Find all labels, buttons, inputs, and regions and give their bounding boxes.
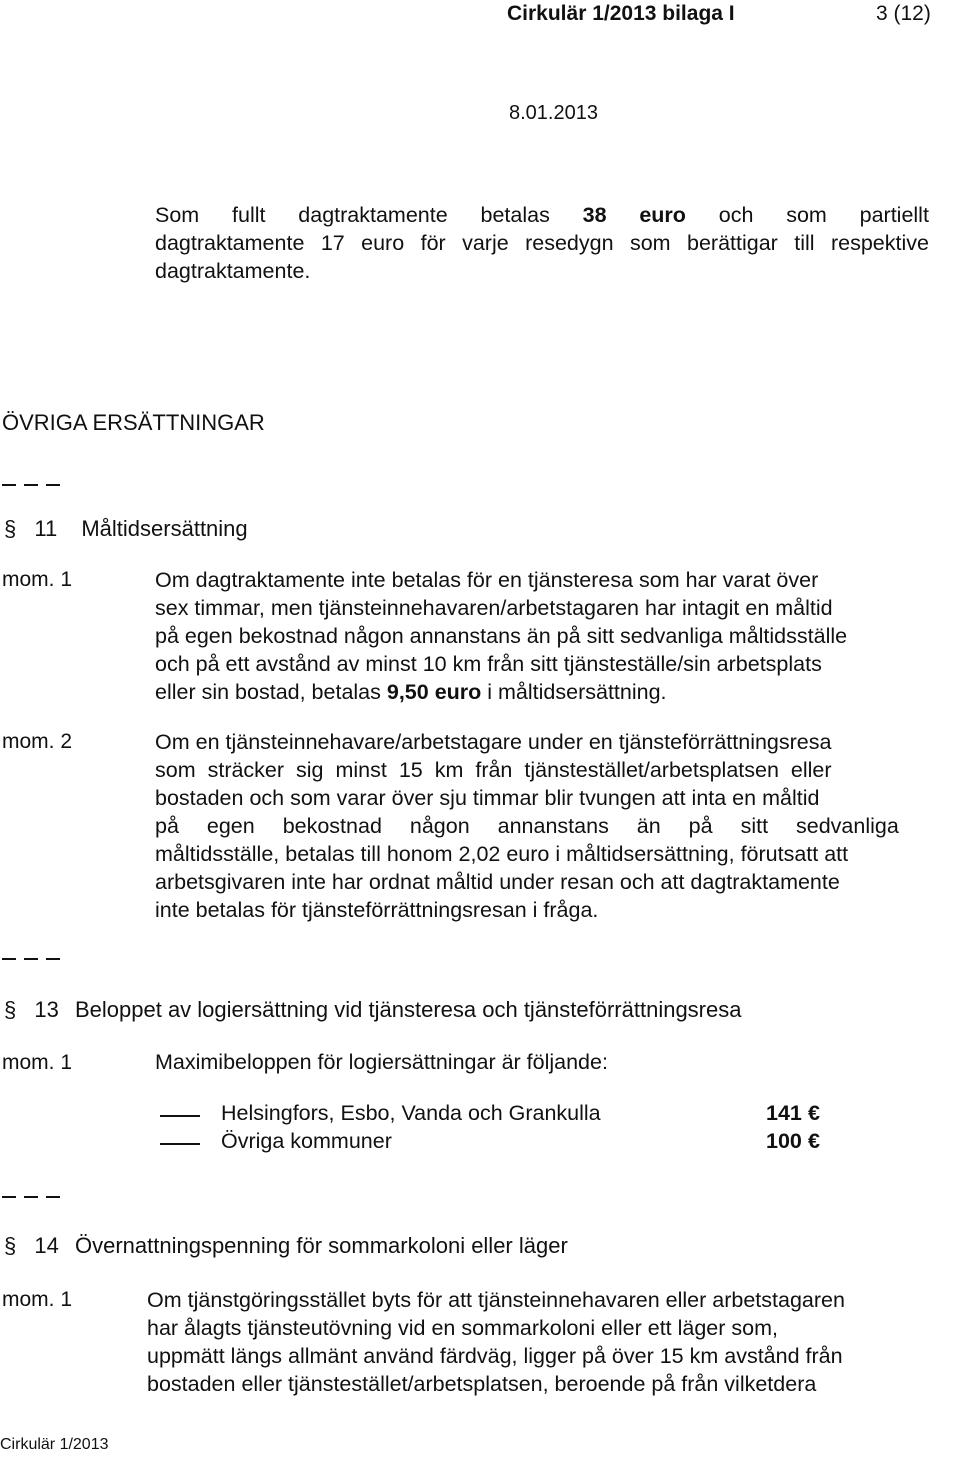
intro-paragraph (155, 201, 929, 285)
section-title: Måltidsersättning (81, 516, 248, 541)
section-number: 13 (34, 997, 59, 1022)
separator (2, 1196, 60, 1199)
s11-mom2-text: Om en tjänsteinnehavare/arbetstagare under en tjänsteförrättningsresa som sträcker sig minst 15 km från tjänstestället/arbetsplatsen eller bostaden och som varar över sju timmar blir tvungen att inta en måltid på egen bekostnad någon annanstans än på sitt sedvanliga måltidsställe, betalas till honom 2,02 euro i måltidsersättning, förutsatt att arbetsgivaren inte har ordnat måltid under resan och att dagtraktamente inte betalas för tjänsteförrättningsresan i fråga. (155, 728, 929, 924)
mom-label: mom. 2 (2, 730, 73, 753)
mom-label: mom. 1 (2, 1288, 73, 1311)
list-dash (160, 1115, 200, 1117)
section-11-heading (4, 516, 248, 542)
section-title: Beloppet av logiersättning vid tjänsteresa och tjänsteförrättningsresa (74, 997, 742, 1022)
list-item-amount: 141 (766, 1101, 802, 1125)
page-number: 3 (12) (876, 2, 931, 25)
list-item-label: Helsingfors, Esbo, Vanda och Grankulla (221, 1101, 601, 1125)
list-item-label: Övriga kommuner (221, 1129, 392, 1153)
section-symbol: § (4, 1233, 17, 1258)
separator (2, 484, 60, 487)
intro-line-3: dagtraktamente. (155, 259, 311, 283)
list-item-amount: 100 (766, 1129, 802, 1153)
section-14-heading (4, 1233, 568, 1259)
intro-line-2: dagtraktamente 17 euro för varje resedygn som berättigar till respektive (155, 231, 929, 255)
euro-symbol: € (808, 1101, 820, 1125)
section-number: 14 (34, 1233, 59, 1258)
s14-mom1-text: Om tjänstgöringsstället byts för att tjänsteinnehavaren eller arbetstagaren har ålagts tjänsteutövning vid en sommarkoloni eller ett läger som, uppmätt längs allmänt använd färdväg, ligger på över 15 km avstånd från bostaden eller tjänstestället/arbetsplatsen, beroende på från vilketdera (147, 1288, 845, 1396)
section-symbol: § (4, 516, 17, 541)
section-title: Övernattningspenning för sommarkoloni eller läger (74, 1233, 568, 1258)
s13-mom1-text: Maximibeloppen för logiersättningar är följande: (155, 1050, 608, 1074)
section-heading: ÖVRIGA ERSÄTTNINGAR (2, 410, 265, 435)
intro-line-1: Som fullt dagtraktamente betalas 38 euro och som partiellt (155, 203, 929, 227)
header-date: 8.01.2013 (509, 102, 598, 124)
footer: Cirkulär 1/2013 (0, 1436, 109, 1453)
header-title: Cirkulär 1/2013 bilaga I (507, 2, 735, 25)
justified-line: Om en tjänsteinnehavare/arbetstagare under en tjänsteförrättningsresa (155, 730, 832, 754)
euro-symbol: € (808, 1129, 820, 1153)
section-symbol: § (4, 997, 17, 1022)
s11-mom1-text: Om dagtraktamente inte betalas för en tjänsteresa som har varat över sex timmar, men tjänsteinnehavaren/arbetstagaren har intagit en måltid på egen bekostnad någon annanstans än på sitt sedvanliga måltidsställe och på ett avstånd av minst 10 km från sitt tjänsteställe/sin arbetsplats eller sin bostad, betalas 9,50 euro i måltidsersättning. (155, 566, 929, 706)
mom-label: mom. 1 (2, 568, 73, 591)
list-dash (160, 1143, 200, 1145)
section-number: 11 (34, 516, 58, 541)
separator (2, 958, 60, 961)
mom-label: mom. 1 (2, 1051, 73, 1074)
s11-mom1-last-line: eller sin bostad, betalas 9,50 euro i måltidsersättning. (155, 680, 667, 704)
section-13-heading (4, 997, 741, 1023)
